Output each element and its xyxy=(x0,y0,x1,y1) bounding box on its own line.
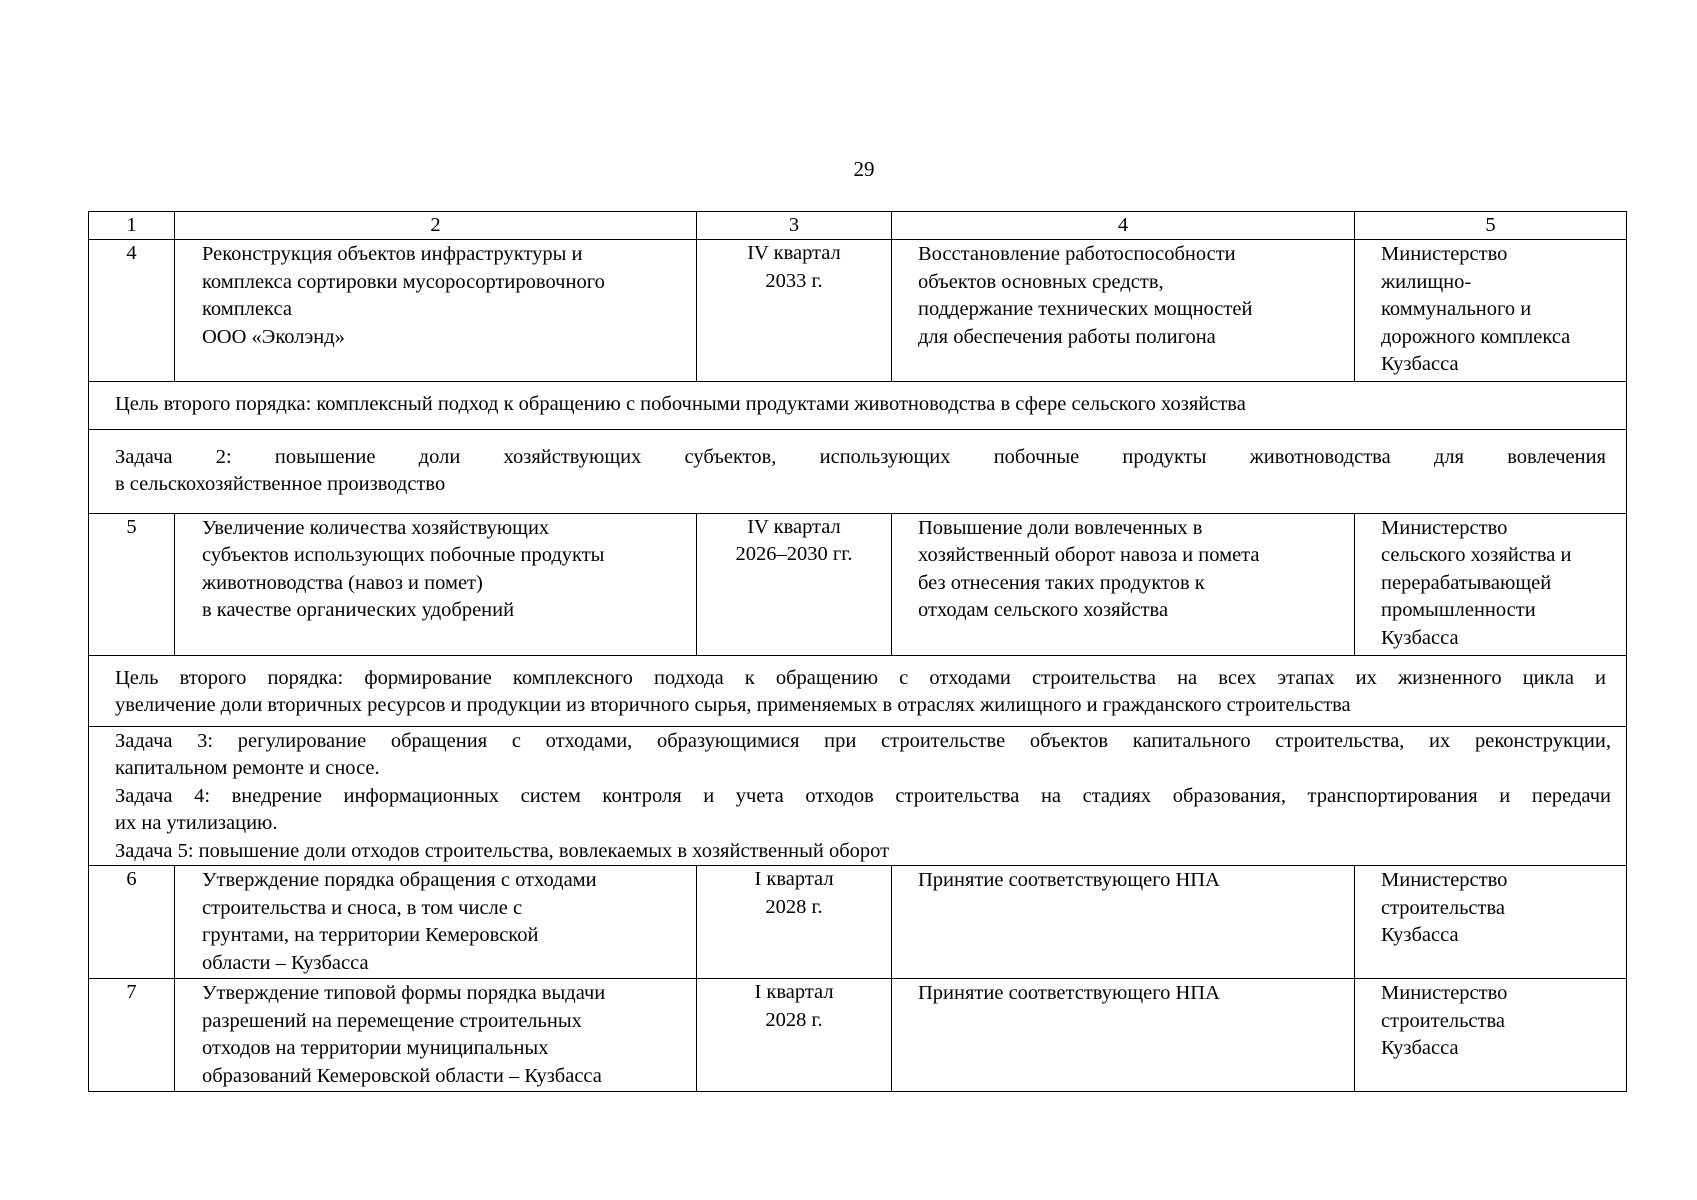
term-cell: I квартал 2028 г. xyxy=(697,979,892,1092)
responsible-cell: Министерство строительства Кузбасса xyxy=(1355,979,1627,1092)
result-cell: Восстановление работоспособности объектов основных средств, поддержание технических мощностей для обеспечения работы полигона xyxy=(892,240,1355,382)
task-text: Задача 3: регулирование обращения с отходами, образующимися при строительстве объектов капитального строительства, их реконструкции, капитальном ремонте и сносе. Задача 4: внедрение информационных систем контроля и учета отходов строительства на стадиях образования, транспортирования и передачи их на утилизацию. Задача 5: повышение доли отходов строительства, вовлекаемых в хозяйственный оборот xyxy=(89,726,1627,866)
goal-row xyxy=(89,655,1627,726)
row-number: 6 xyxy=(89,866,175,979)
task-text: Задача 2: повышение доли хозяйствующих субъектов, использующих побочные продукты животноводства для вовлечения в сельскохозяйственное производство xyxy=(89,429,1627,513)
header-cell: 3 xyxy=(697,212,892,240)
row-number: 4 xyxy=(89,240,175,382)
header-cell: 4 xyxy=(892,212,1355,240)
header-cell: 2 xyxy=(175,212,697,240)
header-cell: 5 xyxy=(1355,212,1627,240)
action-plan-table xyxy=(88,211,1627,1092)
table-row xyxy=(89,240,1627,382)
action-cell: Реконструкция объектов инфраструктуры и комплекса сортировки мусоросортировочного комплекса ООО «Эколэнд» xyxy=(175,240,697,382)
action-cell: Утверждение порядка обращения с отходами строительства и сноса, в том числе с грунтами, на территории Кемеровской области – Кузбасса xyxy=(175,866,697,979)
responsible-cell: Министерство сельского хозяйства и перерабатывающей промышленности Кузбасса xyxy=(1355,513,1627,655)
goal-row xyxy=(89,382,1627,430)
row-number: 5 xyxy=(89,513,175,655)
result-cell: Принятие соответствующего НПА xyxy=(892,979,1355,1092)
term-cell: I квартал 2028 г. xyxy=(697,866,892,979)
action-cell: Увеличение количества хозяйствующих субъектов использующих побочные продукты животноводства (навоз и помет) в качестве органических удобрений xyxy=(175,513,697,655)
result-cell: Повышение доли вовлеченных в хозяйственный оборот навоза и помета без отнесения таких продуктов к отходам сельского хозяйства xyxy=(892,513,1355,655)
responsible-cell: Министерство жилищно- коммунального и дорожного комплекса Кузбасса xyxy=(1355,240,1627,382)
responsible-cell: Министерство строительства Кузбасса xyxy=(1355,866,1627,979)
header-cell: 1 xyxy=(89,212,175,240)
term-cell: IV квартал 2026–2030 гг. xyxy=(697,513,892,655)
row-number: 7 xyxy=(89,979,175,1092)
table-row xyxy=(89,979,1627,1092)
page-number: 29 xyxy=(853,157,875,181)
table-row xyxy=(89,866,1627,979)
table-row xyxy=(89,513,1627,655)
header-row xyxy=(89,212,1627,240)
result-cell: Принятие соответствующего НПА xyxy=(892,866,1355,979)
task-row xyxy=(89,726,1627,866)
task-row xyxy=(89,429,1627,513)
action-cell: Утверждение типовой формы порядка выдачи разрешений на перемещение строительных отходов на территории муниципальных образований Кемеровской области – Кузбасса xyxy=(175,979,697,1092)
goal-text: Цель второго порядка: комплексный подход к обращению с побочными продуктами животноводства в сфере сельского хозяйства xyxy=(89,382,1627,430)
goal-text: Цель второго порядка: формирование комплексного подхода к обращению с отходами строительства на всех этапах их жизненного цикла и увеличение доли вторичных ресурсов и продукции из вторичного сырья, применяемых в отраслях жилищного и гражданского строительства xyxy=(89,655,1627,726)
term-cell: IV квартал 2033 г. xyxy=(697,240,892,382)
